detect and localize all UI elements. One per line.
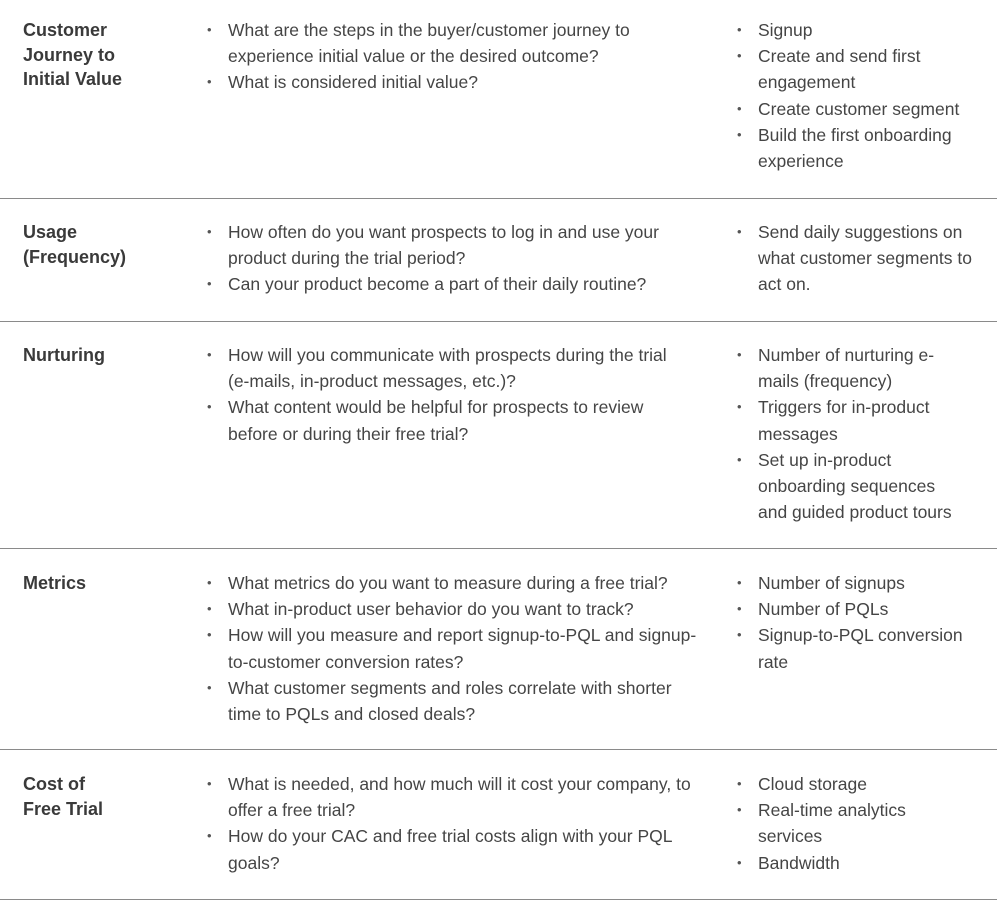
answer-text: Set up in-product onboarding sequences and guided product tours [758,449,952,523]
list-item [737,596,983,622]
list-item [737,96,973,122]
bullet-icon: • [207,399,212,415]
bullet-icon: • [737,575,742,590]
questions-list [207,17,708,96]
bullet-icon: • [737,854,742,870]
list-item [207,394,688,446]
bullet-icon: • [737,601,742,617]
answers-list [737,570,983,675]
row-label-line: Free Trial [23,798,104,819]
list-item [207,823,703,875]
bullet-icon: • [207,276,212,292]
row-label [23,571,193,596]
bullet-icon: • [737,22,742,37]
row-label [23,343,193,368]
table-row [0,0,997,199]
bullet-icon: • [737,399,742,415]
table-row [0,199,997,322]
answer-text: Create and send first engagement [758,46,921,93]
question-text: How will you measure and report signup-to-PQL and signup-to-customer conversion rates? [228,625,697,672]
question-text: How will you communicate with prospects during the trial (e-mails, in-product messages, etc.)? [228,345,667,392]
question-text: What in-product user behavior do you want to track? [228,599,634,620]
table-row [0,549,997,750]
list-item [207,219,708,271]
row-label-line: Metrics [23,573,87,593]
list-item [207,771,703,823]
list-item [737,797,958,849]
question-text: How do your CAC and free trial costs align with your PQL goals? [228,826,672,873]
row-label-line: Initial Value [23,69,123,89]
list-item [737,771,958,797]
question-text: What metrics do you want to measure during a free trial? [228,573,668,593]
list-item [207,17,708,69]
list-item [737,342,968,394]
answer-text: Create customer segment [758,98,960,119]
answer-text: Cloud storage [758,774,867,794]
bullet-icon: • [207,224,212,239]
list-item [207,675,698,727]
row-label [23,18,193,92]
bullet-icon: • [207,776,212,791]
bullet-icon: • [207,627,212,643]
bullet-icon: • [207,828,212,844]
answers-list [737,17,973,174]
answer-text: Triggers for in-product messages [758,397,930,444]
bullet-icon: • [737,48,742,64]
question-text: What is considered initial value? [228,72,478,93]
bullet-icon: • [737,627,742,643]
answer-text: Number of PQLs [758,599,889,620]
bullet-icon: • [737,776,742,791]
list-item [207,69,708,95]
table-row [0,750,997,900]
bullet-icon: • [737,451,742,467]
list-item [207,596,698,622]
row-label-line: Journey to [23,44,116,65]
questions-list [207,342,688,447]
row-label-line: (Frequency) [23,246,127,267]
list-item [737,850,958,876]
questions-list [207,771,703,876]
question-text: What are the steps in the buyer/customer journey to experience initial value or the desired outcome? [228,20,630,67]
bullet-icon: • [207,575,212,590]
bullet-icon: • [737,224,742,239]
list-item [737,394,968,446]
bullet-icon: • [207,74,212,90]
row-label [23,772,193,821]
list-item [737,17,973,43]
row-label [23,220,193,269]
list-item [737,43,973,95]
answer-text: Real-time analytics services [758,800,906,847]
questions-list [207,219,708,298]
answers-list [737,342,968,525]
bullet-icon: • [207,347,212,362]
question-text: What customer segments and roles correlate with shorter time to PQLs and closed deals? [228,677,672,725]
bullet-icon: • [207,679,212,695]
list-item [207,622,698,674]
answer-text: Number of signups [758,573,905,593]
question-text: How often do you want prospects to log in and use your product during the trial period? [228,222,659,269]
bullet-icon: • [207,601,212,617]
question-text: Can your product become a part of their daily routine? [228,274,647,295]
list-item [207,342,688,394]
bullet-icon: • [737,802,742,818]
list-item [737,122,973,174]
question-text: What content would be helpful for prospects to review before or during their free trial? [228,397,644,444]
list-item [207,271,708,297]
list-item [207,570,698,596]
list-item [737,447,968,526]
answer-text: Bandwidth [758,852,840,873]
row-label-line: Usage [23,222,78,242]
answers-list [737,771,958,876]
questions-list [207,570,698,727]
answer-text: Signup [758,20,813,40]
list-item [737,622,983,674]
bullet-icon: • [737,126,742,142]
question-text: What is needed, and how much will it cost your company, to offer a free trial? [228,774,691,821]
answer-text: Number of nurturing e-mails (frequency) [758,345,935,392]
answer-text: Build the first onboarding experience [758,124,952,172]
bullet-icon: • [737,347,742,362]
answer-text: Signup-to-PQL conversion rate [758,625,963,672]
bullet-icon: • [737,100,742,116]
answers-list [737,219,983,298]
bullet-icon: • [207,22,212,37]
table-row [0,322,997,549]
row-label-line: Cost of [23,774,85,794]
answer-text: Send daily suggestions on what customer segments to act on. [758,222,972,295]
row-label-line: Customer [23,20,108,40]
row-label-line: Nurturing [23,345,105,365]
list-item [737,219,983,298]
list-item [737,570,983,596]
